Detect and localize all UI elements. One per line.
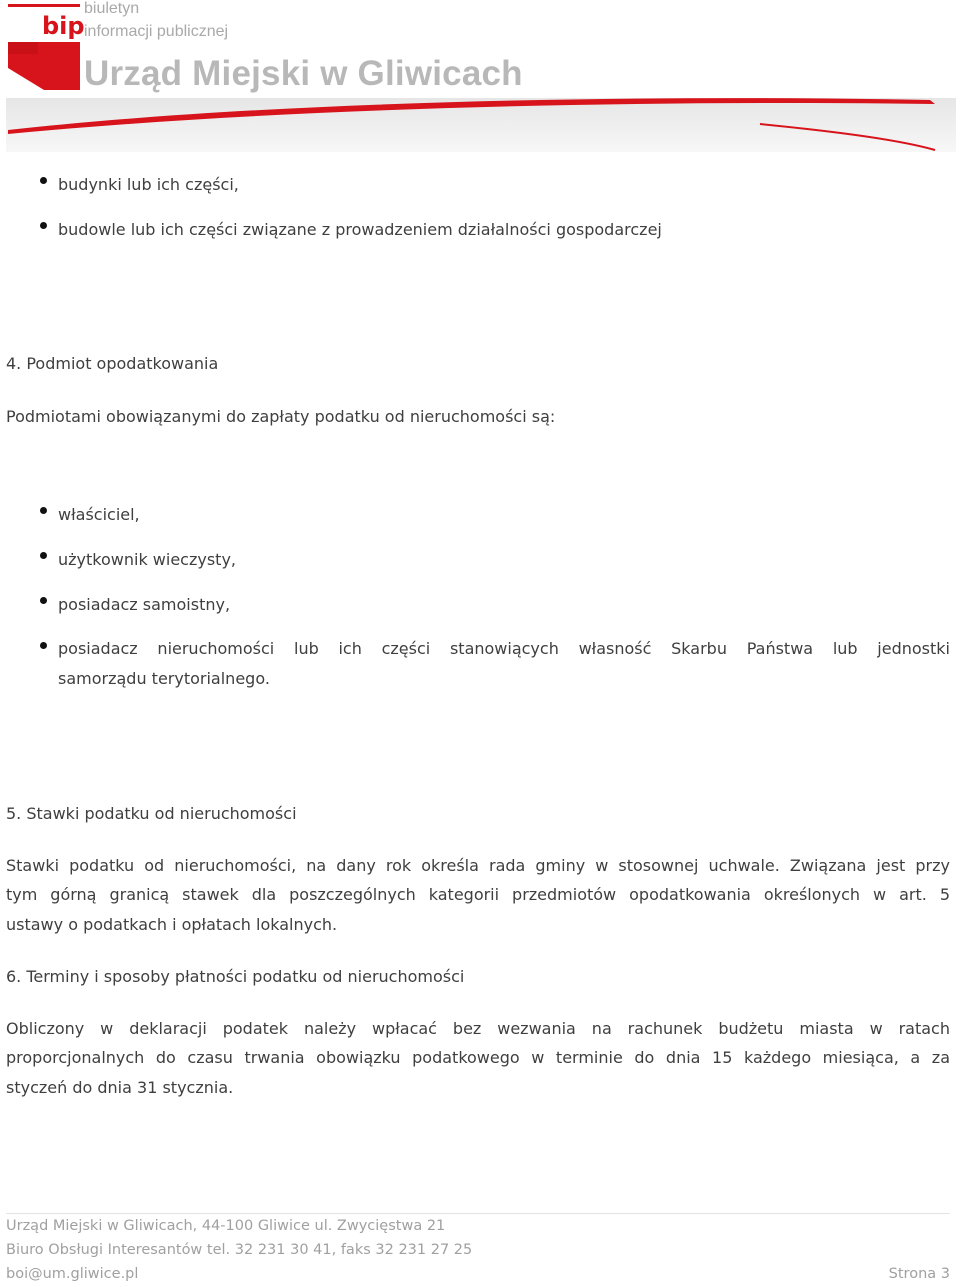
paragraph-line: Obliczony w deklaracji podatek należy wpłacać bez wezwania na rachunek budżetu miasta w ratach: [6, 1019, 950, 1038]
section-heading: 5. Stawki podatku od nieruchomości: [6, 804, 297, 823]
footer-address: Urząd Miejski w Gliwicach, 44-100 Gliwice ul. Zwycięstwa 21: [6, 1218, 446, 1234]
footer-email-link[interactable]: boi@um.gliwice.pl: [6, 1266, 139, 1282]
bullet-dot: [40, 222, 47, 229]
list-item: właściciel,: [58, 505, 140, 524]
bullet-dot: [40, 507, 47, 514]
list-item: posiadacz nieruchomości lub ich części stanowiących własność Skarbu Państwa lub jednostki: [58, 639, 950, 658]
bip-line-informacji: informacji publicznej: [84, 23, 229, 40]
bullet-dot: [40, 642, 47, 649]
bullet-dot: [40, 552, 47, 559]
footer-divider: [6, 1213, 950, 1214]
bip-logo: [8, 4, 85, 90]
paragraph-line: tym górną granicą stawek dla poszczególnych kategorii przedmiotów opodatkowania określonych w art. 5: [6, 885, 950, 904]
paragraph: Podmiotami obowiązanymi do zapłaty podatku od nieruchomości są:: [6, 407, 556, 426]
page-header: [0, 0, 960, 155]
bip-logo-text: bip: [42, 12, 85, 40]
bip-line-biuletyn: biuletyn: [84, 0, 140, 17]
paragraph-line: Stawki podatku od nieruchomości, na dany rok określa rada gminy w stosownej uchwale. Związana jest przy: [6, 856, 950, 875]
list-item: budowle lub ich części związane z prowadzeniem działalności gospodarczej: [58, 220, 662, 239]
section-heading: 6. Terminy i sposoby płatności podatku od nieruchomości: [6, 967, 465, 986]
office-title: Urząd Miejski w Gliwicach: [84, 54, 523, 93]
section-heading: 4. Podmiot opodatkowania: [6, 354, 219, 373]
paragraph-line: ustawy o podatkach i opłatach lokalnych.: [6, 915, 338, 934]
paragraph-line: proporcjonalnych do czasu trwania obowiązku podatkowego w terminie do dnia 15 każdego miesiąca, a za: [6, 1048, 950, 1067]
page-number: Strona 3: [888, 1266, 950, 1282]
list-item: budynki lub ich części,: [58, 175, 239, 194]
bullet-dot: [40, 177, 47, 184]
list-item: użytkownik wieczysty,: [58, 550, 236, 569]
list-item-continuation: samorządu terytorialnego.: [58, 669, 270, 688]
paragraph-line: styczeń do dnia 31 stycznia.: [6, 1078, 234, 1097]
header-swoosh: [0, 92, 960, 155]
bullet-dot: [40, 597, 47, 604]
list-item: posiadacz samoistny,: [58, 595, 231, 614]
footer-phone: Biuro Obsługi Interesantów tel. 32 231 30 41, faks 32 231 27 25: [6, 1242, 473, 1258]
